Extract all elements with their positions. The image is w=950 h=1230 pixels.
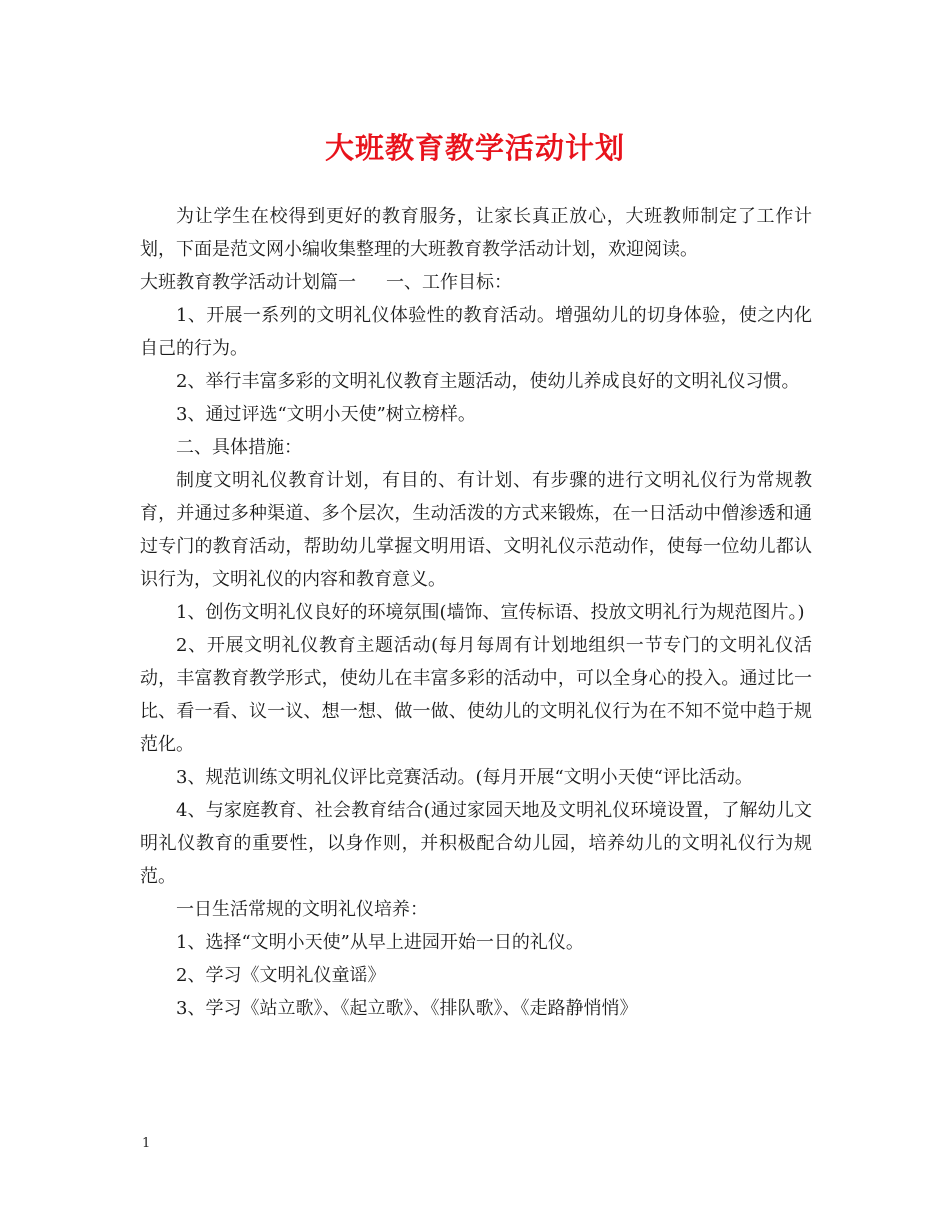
daily-heading: 一日生活常规的文明礼仪培养： — [176, 899, 428, 920]
goal-item-3: 3、通过评选“文明小天使”树立榜样。 — [176, 404, 476, 425]
document-title: 大班教育教学活动计划 — [324, 131, 625, 165]
measure-item-4: 4、与家庭教育、社会教育结合(通过家园天地及文明礼仪环境设置，了解幼儿文明礼仪教育的重要性，以身作则，并积极配合幼儿园，培养幼儿的文明礼仪行为规范。 — [140, 800, 812, 887]
measure-item-3: 3、规范训练文明礼仪评比竞赛活动。(每月开展“文明小天使“评比活动。 — [176, 767, 753, 788]
daily-item-1: 1、选择“文明小天使”从早上进园开始一日的礼仪。 — [176, 932, 584, 953]
measure-item-2: 2、开展文明礼仪教育主题活动(每月每周有计划地组织一节专门的文明礼仪活动，丰富教育教学形式，使幼儿在丰富多彩的活动中，可以全身心的投入。通过比一比、看一看、议一议、想一想、做一做、使幼儿的文明礼仪行为在不知不觉中趋于规范化。 — [140, 635, 812, 755]
daily-item-2: 2、学习《文明礼仪童谣》 — [176, 965, 386, 986]
measures-heading: 二、具体措施： — [176, 437, 302, 458]
measure-item-1: 1、创伤文明礼仪良好的环境氛围(墙饰、宣传标语、投放文明礼行为规范图片。) — [176, 602, 805, 623]
measures-paragraph: 制度文明礼仪教育计划，有目的、有计划、有步骤的进行文明礼仪行为常规教育，并通过多种渠道、多个层次，生动活泼的方式来锻炼，在一日活动中僧渗透和通过专门的教育活动，帮助幼儿掌握文明用语、文明礼仪示范动作，使每一位幼儿都认识行为，文明礼仪的内容和教育意义。 — [140, 470, 812, 590]
goal-item-2: 2、举行丰富多彩的文明礼仪教育主题活动，使幼儿养成良好的文明礼仪习惯。 — [176, 371, 800, 392]
document-body — [140, 200, 812, 1025]
section-line — [140, 266, 812, 299]
goal-item-1: 1、开展一系列的文明礼仪体验性的教育活动。增强幼儿的切身体验，使之内化自己的行为。 — [140, 305, 812, 359]
intro-paragraph: 为让学生在校得到更好的教育服务，让家长真正放心，大班教师制定了工作计划，下面是范文网小编收集整理的大班教育教学活动计划，欢迎阅读。 — [140, 206, 812, 260]
part-label: 大班教育教学活动计划篇一 — [140, 272, 356, 293]
daily-item-3: 3、学习《站立歌》、《起立歌》、《排队歌》、《走路静悄悄》 — [176, 998, 638, 1019]
goals-heading: 一、工作目标： — [386, 272, 512, 293]
page-number: 1 — [142, 1136, 151, 1151]
